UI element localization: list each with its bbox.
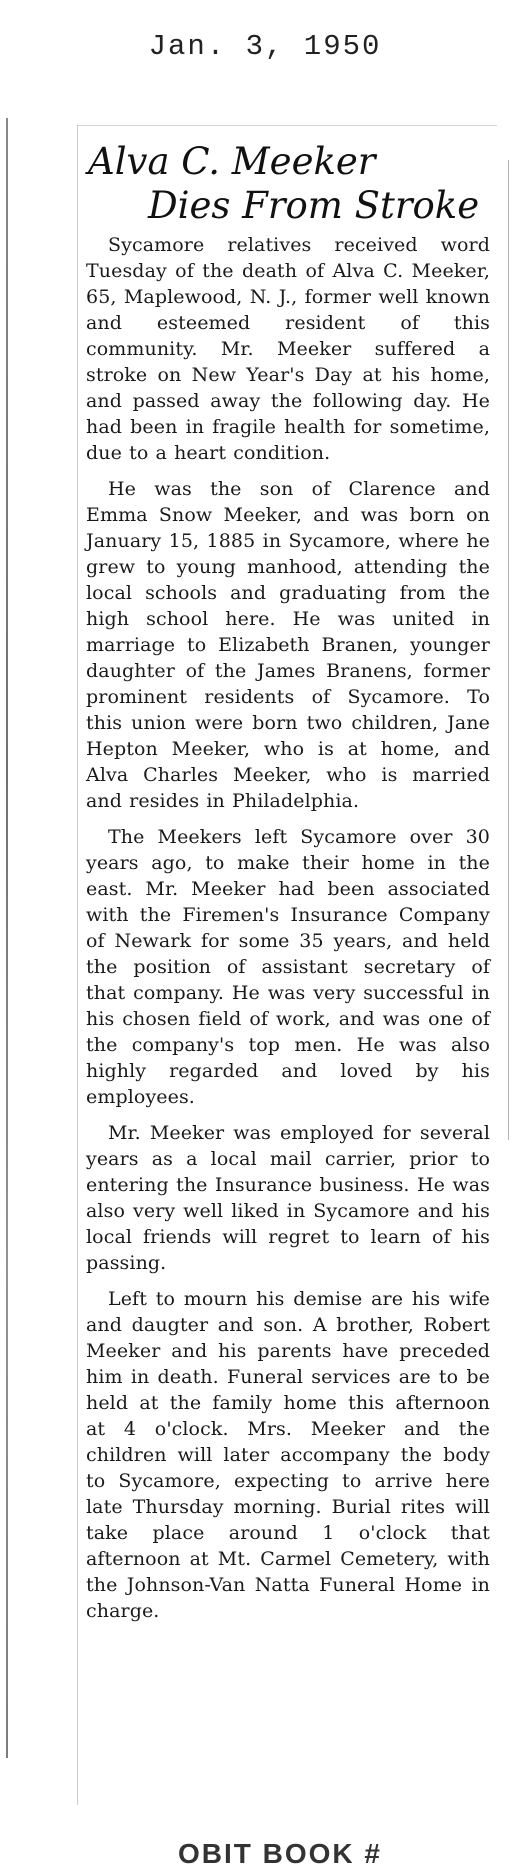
article-paragraph: Mr. Meeker was employed for several years as a local mail carrier, prior to entering the Insurance business. He was also very well liked in Sycamore and his local friends will regret to learn of his passing. [86,1122,490,1274]
article-paragraph: He was the son of Clarence and Emma Snow Meeker, and was born on January 15, 1885 in Sycamore, where he grew to young manhood, attending the local schools and graduating from the high school here. He was united in marriage to Elizabeth Branen, younger daughter of the James Branens, former prominent residents of Sycamore. To this union were born two children, Jane Hepton Meeker, who is at home, and Alva Charles Meeker, who is married and resides in Philadelphia. [86,478,490,812]
date-stamp: Jan. 3, 1950 [148,30,382,63]
clipping-edge-top [77,125,497,126]
obit-book-stamp: OBIT BOOK # [177,1838,382,1869]
headline-line-2: Dies From Stroke [148,184,480,227]
article-paragraph: The Meekers left Sycamore over 30 years ago, to make their home in the east. Mr. Meeker had been associated with the Firemen's Insurance Company of Newark for some 35 years, and held the position of assistant secretary of that company. He was very successful in his chosen field of work, and was one of the company's top men. He was also highly regarded and loved by his employees. [86,826,490,1108]
article-headline [86,140,490,228]
article-paragraph: Sycamore relatives received word Tuesday of the death of Alva C. Meeker, 65, Maplewood, N. J., former well known and esteemed resident of this community. Mr. Meeker suffered a stroke on New Year's Day at his home, and passed away the following day. He had been in fragile health for sometime, due to a heart condition. [86,234,490,464]
obituary-article [86,140,490,1634]
article-body [86,232,490,1624]
column-rule-left [6,118,8,1758]
column-rule-right [508,160,509,1140]
article-paragraph: Left to mourn his demise are his wife and daugter and son. A brother, Robert Meeker and his parents have preceded him in death. Funeral services are to be held at the family home this afternoon at 4 o'clock. Mrs. Meeker and the children will later accompany the body to Sycamore, expecting to arrive here late Thursday morning. Burial rites will take place around 1 o'clock that afternoon at Mt. Carmel Cemetery, with the Johnson-Van Natta Funeral Home in charge. [86,1288,490,1622]
clipping-edge-left [77,125,78,1805]
headline-line-1: Alva C. Meeker [88,140,376,183]
